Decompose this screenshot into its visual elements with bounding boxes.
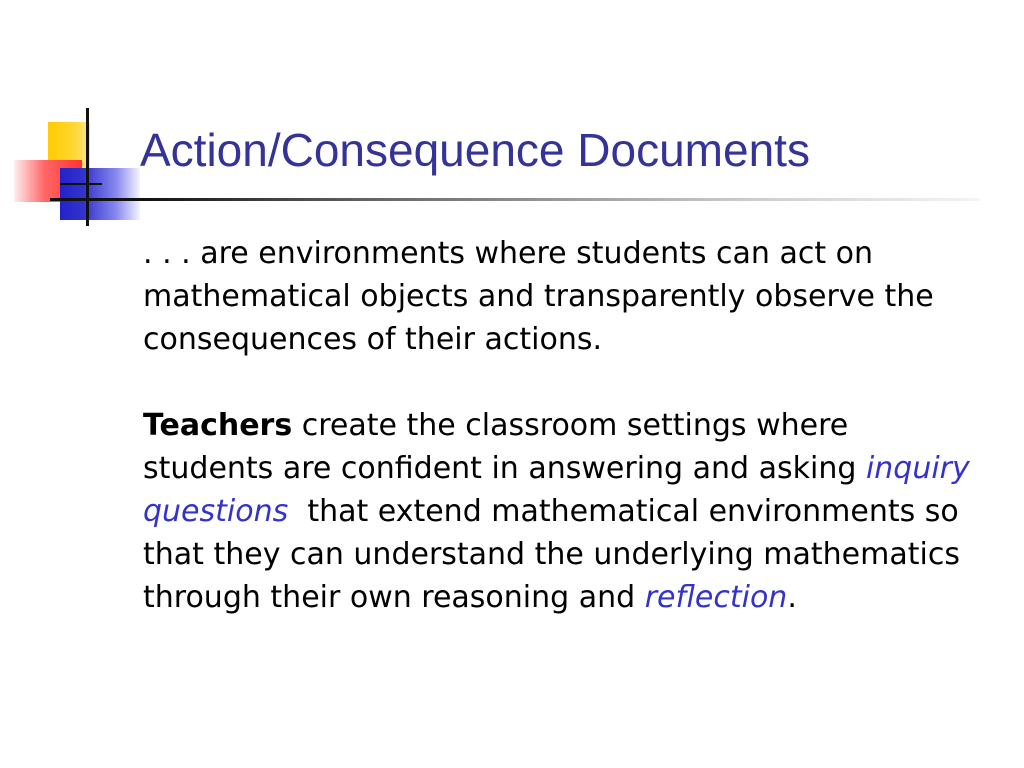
corner-decoration [0, 0, 140, 240]
slide-title: Action/Consequence Documents [140, 124, 810, 176]
vertical-rule-decoration [86, 108, 89, 226]
emphasis-inquiry-questions: inquiry questions [143, 451, 970, 529]
paragraph-2-text-b: that extend mathematical environments so that they can understand the underlying mathematics through their own reasoning and [143, 494, 970, 615]
emphasis-reflection: reflection [644, 580, 788, 615]
blue-square-decoration [60, 168, 140, 220]
slide-body [143, 232, 973, 619]
body-paragraph-1: . . . are environments where students can act on mathematical objects and transparently observe the consequences of their actions. [143, 236, 934, 357]
short-rule-decoration [60, 183, 102, 185]
title-underline [50, 198, 980, 201]
paragraph-2-text-c: . [787, 580, 797, 615]
body-paragraph-2 [143, 404, 973, 619]
paragraph-spacer [143, 361, 973, 404]
bold-lead-word: Teachers [143, 408, 293, 443]
paragraph-2-text-a: create the classroom settings where students are confident in answering and asking [143, 408, 866, 486]
